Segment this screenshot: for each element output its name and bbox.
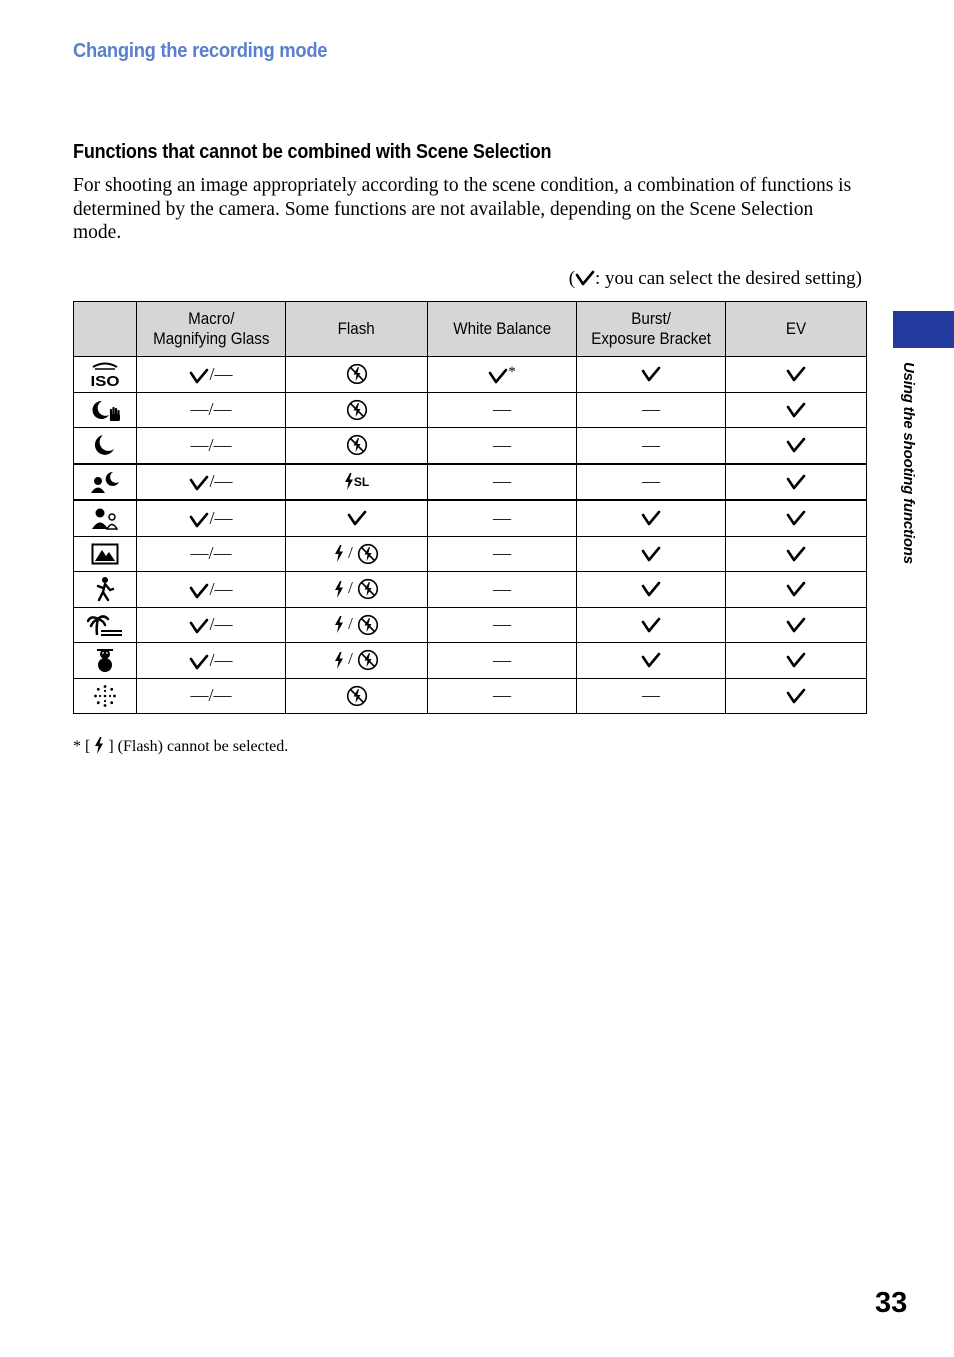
slash-separator: / [348, 613, 353, 633]
section-heading: Functions that cannot be combined with Scene Selection [73, 141, 552, 163]
dash-mark: — [493, 578, 511, 599]
slash-separator: / [208, 399, 214, 420]
flash-cell [286, 572, 428, 608]
table-row [74, 500, 867, 536]
check-icon [786, 545, 806, 563]
check-icon [786, 365, 806, 383]
burst-cell [577, 464, 726, 501]
flash-on-icon [334, 581, 344, 598]
scene-icon-cell [74, 428, 137, 464]
dash-mark: — [493, 614, 511, 635]
flash-cell [286, 536, 428, 572]
dash-mark: — [190, 434, 209, 455]
dash-mark: — [190, 543, 209, 564]
macro-cell [137, 464, 286, 501]
dash-mark: — [214, 614, 233, 635]
table-row [74, 392, 867, 428]
dash-mark: — [493, 685, 511, 706]
table-row [74, 572, 867, 608]
macro-cell [137, 536, 286, 572]
scene-icon-cell [74, 572, 137, 608]
table-row [74, 464, 867, 501]
dash-mark: — [642, 399, 660, 420]
scene-icon-cell [74, 500, 137, 536]
col-header-burst: Burst/ Exposure Bracket [577, 302, 726, 357]
slash-separator: / [209, 614, 215, 635]
dash-mark: — [213, 434, 232, 455]
scene-icon-cell [74, 678, 137, 714]
slash-separator: / [208, 434, 214, 455]
col-header-macro: Macro/ Magnifying Glass [137, 302, 286, 357]
iso-text: ISO [90, 373, 120, 388]
dash-mark: — [214, 471, 233, 492]
macro-cell [137, 357, 286, 393]
check-icon [786, 580, 806, 598]
macro-cell [137, 572, 286, 608]
scene-icon-cell [74, 357, 137, 393]
slash-separator: / [209, 471, 215, 492]
dash-mark: — [214, 649, 233, 670]
burst-cell [577, 428, 726, 464]
dash-mark: — [493, 434, 511, 455]
dash-mark: — [493, 507, 511, 528]
check-icon [189, 617, 209, 635]
table-row [74, 643, 867, 679]
twilight-icon [93, 433, 117, 457]
slash-separator: / [348, 649, 353, 669]
ev-cell [726, 392, 867, 428]
white-balance-cell [428, 607, 577, 643]
burst-cell [577, 500, 726, 536]
burst-cell [577, 643, 726, 679]
slash-separator: / [209, 649, 215, 670]
burst-cell [577, 536, 726, 572]
dash-mark: — [214, 507, 233, 528]
table-row [74, 357, 867, 393]
ev-cell [726, 428, 867, 464]
fireworks-icon [93, 684, 117, 708]
dash-mark: — [642, 685, 660, 706]
check-icon [641, 365, 661, 383]
flash-cell [286, 678, 428, 714]
col-header-ev: EV [726, 302, 867, 357]
dash-mark: — [642, 434, 660, 455]
check-icon [786, 616, 806, 634]
ev-cell [726, 536, 867, 572]
ev-cell [726, 643, 867, 679]
no-flash-icon [346, 399, 368, 421]
white-balance-cell [428, 428, 577, 464]
flash-cell [286, 464, 428, 501]
scene-function-table [73, 301, 867, 714]
check-icon [347, 509, 367, 527]
check-icon [189, 653, 209, 671]
twilight-handheld-icon [88, 398, 122, 422]
flash-cell [286, 607, 428, 643]
table-row [74, 678, 867, 714]
check-icon [786, 687, 806, 705]
no-flash-icon [357, 649, 379, 671]
soft-snap-icon [90, 506, 120, 530]
white-balance-cell [428, 572, 577, 608]
ev-cell [726, 572, 867, 608]
dash-mark: — [493, 649, 511, 670]
check-icon [189, 511, 209, 529]
chapter-label: Using the shooting functions [900, 362, 917, 564]
legend [569, 268, 862, 290]
no-flash-icon [357, 578, 379, 600]
white-balance-cell [428, 500, 577, 536]
col-header-flash: Flash [286, 302, 428, 357]
high-sensitivity-iso-icon [89, 361, 121, 387]
flash-on-icon [334, 545, 344, 562]
burst-cell [577, 678, 726, 714]
ev-cell [726, 678, 867, 714]
check-icon [189, 582, 209, 600]
dash-mark: — [213, 685, 232, 706]
scene-icon-cell [74, 392, 137, 428]
scene-icon-cell [74, 536, 137, 572]
macro-cell [137, 392, 286, 428]
page-number: 33 [875, 1287, 908, 1319]
white-balance-cell [428, 678, 577, 714]
white-balance-cell [428, 357, 577, 393]
macro-cell [137, 678, 286, 714]
table-row [74, 607, 867, 643]
beach-icon [87, 613, 123, 637]
check-icon [575, 269, 595, 287]
intro-paragraph: For shooting an image appropriately according to the scene condition, a combination of functions is determined by the camera. Some functions are not available, depending on the Scene Selection mode. [73, 175, 852, 243]
asterisk-note: * [508, 363, 516, 380]
no-flash-icon [346, 685, 368, 707]
check-icon [641, 545, 661, 563]
legend-text: : you can select the desired setting) [595, 268, 862, 289]
slow-sync-flash-icon [344, 473, 369, 490]
dash-mark: — [214, 363, 233, 384]
no-flash-icon [346, 363, 368, 385]
dash-mark: — [190, 399, 209, 420]
col-header-white-balance: White Balance [428, 302, 577, 357]
white-balance-cell [428, 392, 577, 428]
section-link-recording-mode[interactable]: Changing the recording mode [73, 40, 328, 62]
white-balance-cell [428, 536, 577, 572]
table-header-row [74, 302, 867, 357]
col-header-scene [74, 302, 137, 357]
dash-mark: — [214, 578, 233, 599]
flash-cell [286, 392, 428, 428]
dash-mark: — [493, 399, 511, 420]
dash-mark: — [493, 471, 511, 492]
slash-separator: / [208, 543, 214, 564]
macro-cell [137, 643, 286, 679]
burst-cell [577, 357, 726, 393]
white-balance-cell [428, 464, 577, 501]
flash-on-icon [334, 652, 344, 669]
landscape-icon [91, 543, 119, 565]
check-icon [786, 473, 806, 491]
snow-icon [94, 647, 116, 673]
check-icon [641, 651, 661, 669]
dash-mark: — [493, 543, 511, 564]
table-row [74, 428, 867, 464]
check-icon [189, 367, 209, 385]
burst-cell [577, 607, 726, 643]
gourmet-icon [93, 576, 117, 602]
flash-on-icon [94, 737, 104, 754]
dash-mark: — [213, 399, 232, 420]
macro-cell [137, 428, 286, 464]
slash-separator: / [209, 578, 215, 599]
white-balance-cell [428, 643, 577, 679]
scene-icon-cell [74, 464, 137, 501]
check-icon [786, 401, 806, 419]
slash-separator: / [209, 507, 215, 528]
flash-cell [286, 643, 428, 679]
legend-open: ( [568, 268, 576, 289]
check-icon [641, 580, 661, 598]
check-icon [488, 367, 508, 385]
check-icon [786, 651, 806, 669]
chapter-tab[interactable] [893, 311, 954, 348]
check-icon [786, 436, 806, 454]
dash-mark: — [190, 685, 209, 706]
twilight-portrait-icon [89, 470, 121, 494]
no-flash-icon [346, 434, 368, 456]
scene-icon-cell [74, 643, 137, 679]
ev-cell [726, 357, 867, 393]
slash-separator: / [209, 363, 215, 384]
check-icon [189, 474, 209, 492]
slow-sync-label: SL [353, 474, 370, 489]
macro-cell [137, 607, 286, 643]
macro-cell [137, 500, 286, 536]
slash-separator: / [348, 542, 353, 562]
burst-cell [577, 392, 726, 428]
no-flash-icon [357, 543, 379, 565]
ev-cell [726, 464, 867, 501]
ev-cell [726, 500, 867, 536]
footnote [73, 737, 288, 756]
flash-bolt-icon [344, 473, 354, 490]
slash-separator: / [348, 578, 353, 598]
check-icon [786, 509, 806, 527]
check-icon [641, 616, 661, 634]
dash-mark: — [642, 471, 660, 492]
flash-cell [286, 500, 428, 536]
flash-on-icon [334, 616, 344, 633]
slash-separator: / [208, 685, 214, 706]
check-icon [641, 509, 661, 527]
footnote-suffix: ] (Flash) cannot be selected. [108, 738, 289, 755]
ev-cell [726, 607, 867, 643]
burst-cell [577, 572, 726, 608]
dash-mark: — [213, 543, 232, 564]
flash-cell [286, 357, 428, 393]
scene-icon-cell [74, 607, 137, 643]
flash-cell [286, 428, 428, 464]
table-row [74, 536, 867, 572]
no-flash-icon [357, 614, 379, 636]
footnote-prefix: * [ [73, 738, 91, 755]
